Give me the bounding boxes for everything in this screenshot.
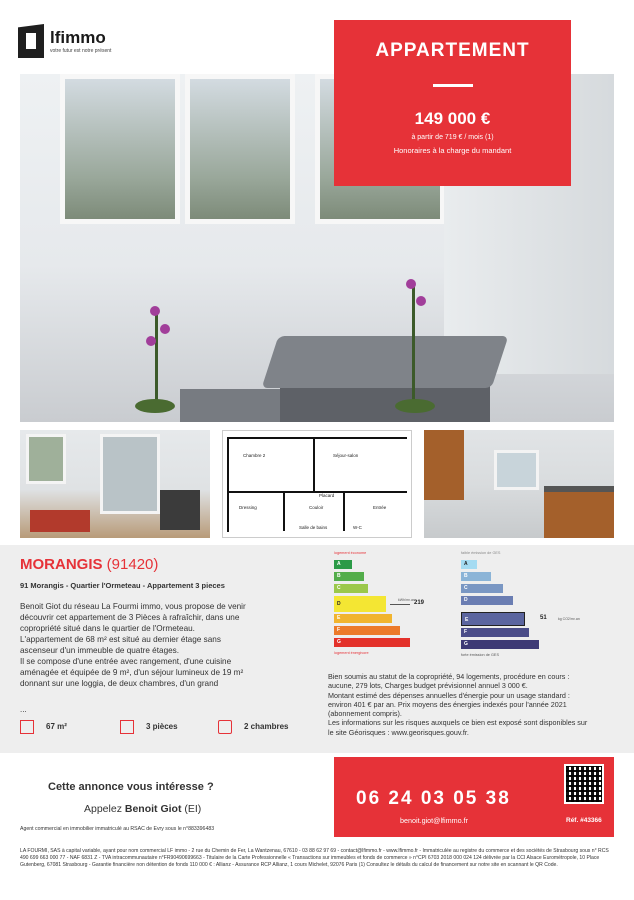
table-top	[262, 336, 509, 388]
orchid-flower	[146, 336, 156, 346]
price: 149 000 €	[414, 109, 491, 128]
agent-suffix: (EI)	[181, 803, 202, 815]
contact-question: Cette annonce vous intéresse ?	[48, 781, 214, 793]
description-ellipsis: ...	[20, 705, 27, 714]
note-line: Montant estimé des dépenses annuelles d'énergie pour un usage standard :	[328, 690, 570, 700]
call-prefix: Appelez	[84, 803, 125, 815]
orchid-flower	[150, 306, 160, 316]
ges-bar-c: C	[461, 584, 503, 593]
description-line: copropriété situé dans le quartier de l'Ormeteau.	[20, 624, 195, 633]
room-label: Couloir	[309, 505, 324, 510]
listing-subtitle: 91 Morangis - Quartier l'Ormeteau - Appartement 3 pieces	[20, 581, 225, 590]
feature-bedrooms: 2 chambres	[244, 722, 289, 731]
energy-unit: kWh/m².an	[398, 598, 415, 602]
description-line: Il se compose d'une entrée avec rangement, d'une cuisine	[20, 657, 232, 666]
note-line: environ 401 € par an. Prix moyens des énergies indexés pour l'année 2021	[328, 699, 567, 709]
room-label: W-C	[353, 525, 362, 530]
orchid-stem	[412, 284, 415, 404]
note-line: Bien soumis au statut de la copropriété, 94 logements, procédure en cours :	[328, 672, 570, 681]
surface-icon	[20, 720, 34, 734]
divider	[433, 84, 473, 87]
energy-pointer	[390, 604, 410, 605]
feature-surface: 67 m²	[46, 722, 67, 731]
brand-logo	[18, 24, 158, 64]
energy-bar-d: D	[334, 596, 386, 612]
note-line: Les informations sur les risques auxquels ce bien est exposé sont disponibles sur	[328, 718, 588, 728]
dpe-caption-bottom: logement énergivore	[334, 651, 369, 655]
orchid-leaf	[135, 399, 175, 413]
description-line: donnant sur une loggia, de deux chambres, d'un grand	[20, 679, 219, 688]
energy-bar-c: C	[334, 584, 368, 593]
room-label: Placard	[319, 493, 335, 498]
energy-bar-a: A	[334, 560, 352, 569]
room-label: Entrée	[373, 505, 387, 510]
ges-caption-bottom: forte émission de GES	[461, 653, 499, 657]
energy-bar-f: F	[334, 626, 400, 635]
ges-bar-d: D	[461, 596, 513, 605]
room-label: Dressing	[239, 505, 257, 510]
thumbnail-floorplan	[222, 430, 412, 538]
description-line: découvrir cet appartement de 3 Pièces à rafraîchir, dans une	[20, 613, 240, 622]
description-line: Benoit Giot du réseau La Fourmi immo, vous propose de venir	[20, 602, 246, 611]
window	[185, 74, 295, 224]
energy-note	[328, 672, 618, 737]
feature-rooms: 3 pièces	[146, 722, 178, 731]
contact-call	[84, 803, 201, 815]
thumbnail-living-room	[20, 430, 210, 538]
energy-bar-g: G	[334, 638, 410, 647]
logo-mark-icon	[18, 24, 44, 58]
orchid-flower	[160, 324, 170, 334]
orchid-leaf	[395, 399, 435, 413]
rooms-icon	[120, 720, 134, 734]
monthly-payment: à partir de 719 € / mois (1)	[411, 134, 494, 141]
property-type: APPARTEMENT	[375, 40, 530, 61]
agent-name: Benoit Giot	[124, 803, 182, 815]
city-heading	[20, 556, 158, 573]
orchid-flower	[406, 279, 416, 289]
qr-code[interactable]	[564, 764, 604, 804]
ges-value: 51	[540, 615, 547, 621]
phone-number[interactable]: 06 24 03 05 38	[356, 788, 511, 809]
energy-bar-b: B	[334, 572, 364, 581]
agent-registration: Agent commercial en immobilier immatriculé au RSAC de Evry sous le n°883396483	[20, 826, 215, 832]
brand-tagline: votre futur est notre présent	[50, 48, 112, 54]
bed-icon	[218, 720, 232, 734]
reference: Réf. #43366	[566, 817, 602, 824]
ges-bar-e: E	[461, 612, 525, 626]
ges-bar-f: F	[461, 628, 529, 637]
room-label: Salle de bains	[299, 525, 328, 530]
thumbnail-kitchen	[424, 430, 614, 538]
note-line: le site Géorisques : www.georisques.gouv.fr.	[328, 727, 469, 737]
energy-value: 219	[414, 600, 425, 606]
ges-bar-g: G	[461, 640, 539, 649]
energy-bar-e: E	[334, 614, 392, 623]
note-line: (abonnement compris).	[328, 709, 402, 719]
description-line: L'appartement de 68 m² est situé au dernier étage sans	[20, 635, 221, 644]
room-label: Chambre 2	[243, 453, 266, 458]
ges-caption-top: faible émission de GES	[461, 551, 501, 555]
ges-bar-a: A	[461, 560, 477, 569]
price-box	[334, 20, 571, 186]
description-line: aménagée et équipée de 9 m², d'un séjour lumineux de 19 m²	[20, 668, 244, 677]
ges-unit: kg CO2/m².an	[558, 617, 580, 621]
zip-code: (91420)	[106, 556, 159, 573]
ges-bar-b: B	[461, 572, 491, 581]
note-line: aucune, 279 lots, Charges budget prévisionnel annuel 3 000 €.	[328, 681, 528, 691]
legal-notice: LA FOURMI, SAS à capital variable, ayant pour nom commercial LF immo - 2 rue du Chemin de Fer, La Wantzenau, 67610 - 03 88 62 97 69 - contact@lfimmo.fr - www.lfimmo.fr - Immatriculée au registre du commerce et des sociétés de Strasbourg sous n° RCS 490 699 663 000 77 - NAF 6831 Z - TVA intracommunautaire n°FR90490699663 - Titulaire de la Carte Professionnelle « Transactions sur immeubles et fonds de commerce » n°CPI 6703 2018 000 024 124 délivrée par la CCI Alsace Eurométropole, 10 Place Gutenberg, 67081 Strasbourg - Garantie financière non détention de fonds 110 000 € : Allianz - Assurance RCP Allianz, 1 cours Michelet, 92076 Paris (1) Consultez le détails du calcul de financement sur notre site en scannant le QR Code.	[20, 848, 609, 868]
room-label: Séjour-salon	[333, 453, 359, 458]
brand-name: lfimmo	[50, 28, 106, 47]
orchid-stem	[155, 314, 158, 404]
fees-note: Honoraires à la charge du mandant	[393, 146, 512, 155]
email-link[interactable]: benoit.giot@lfimmo.fr	[400, 816, 469, 825]
orchid-flower	[416, 296, 426, 306]
description-line: ascenseur d'un immeuble de quatre étages.	[20, 646, 180, 655]
window	[60, 74, 180, 224]
listing-description	[20, 601, 310, 689]
dpe-caption-top: logement économe	[334, 551, 367, 555]
city-name: MORANGIS	[20, 556, 103, 573]
